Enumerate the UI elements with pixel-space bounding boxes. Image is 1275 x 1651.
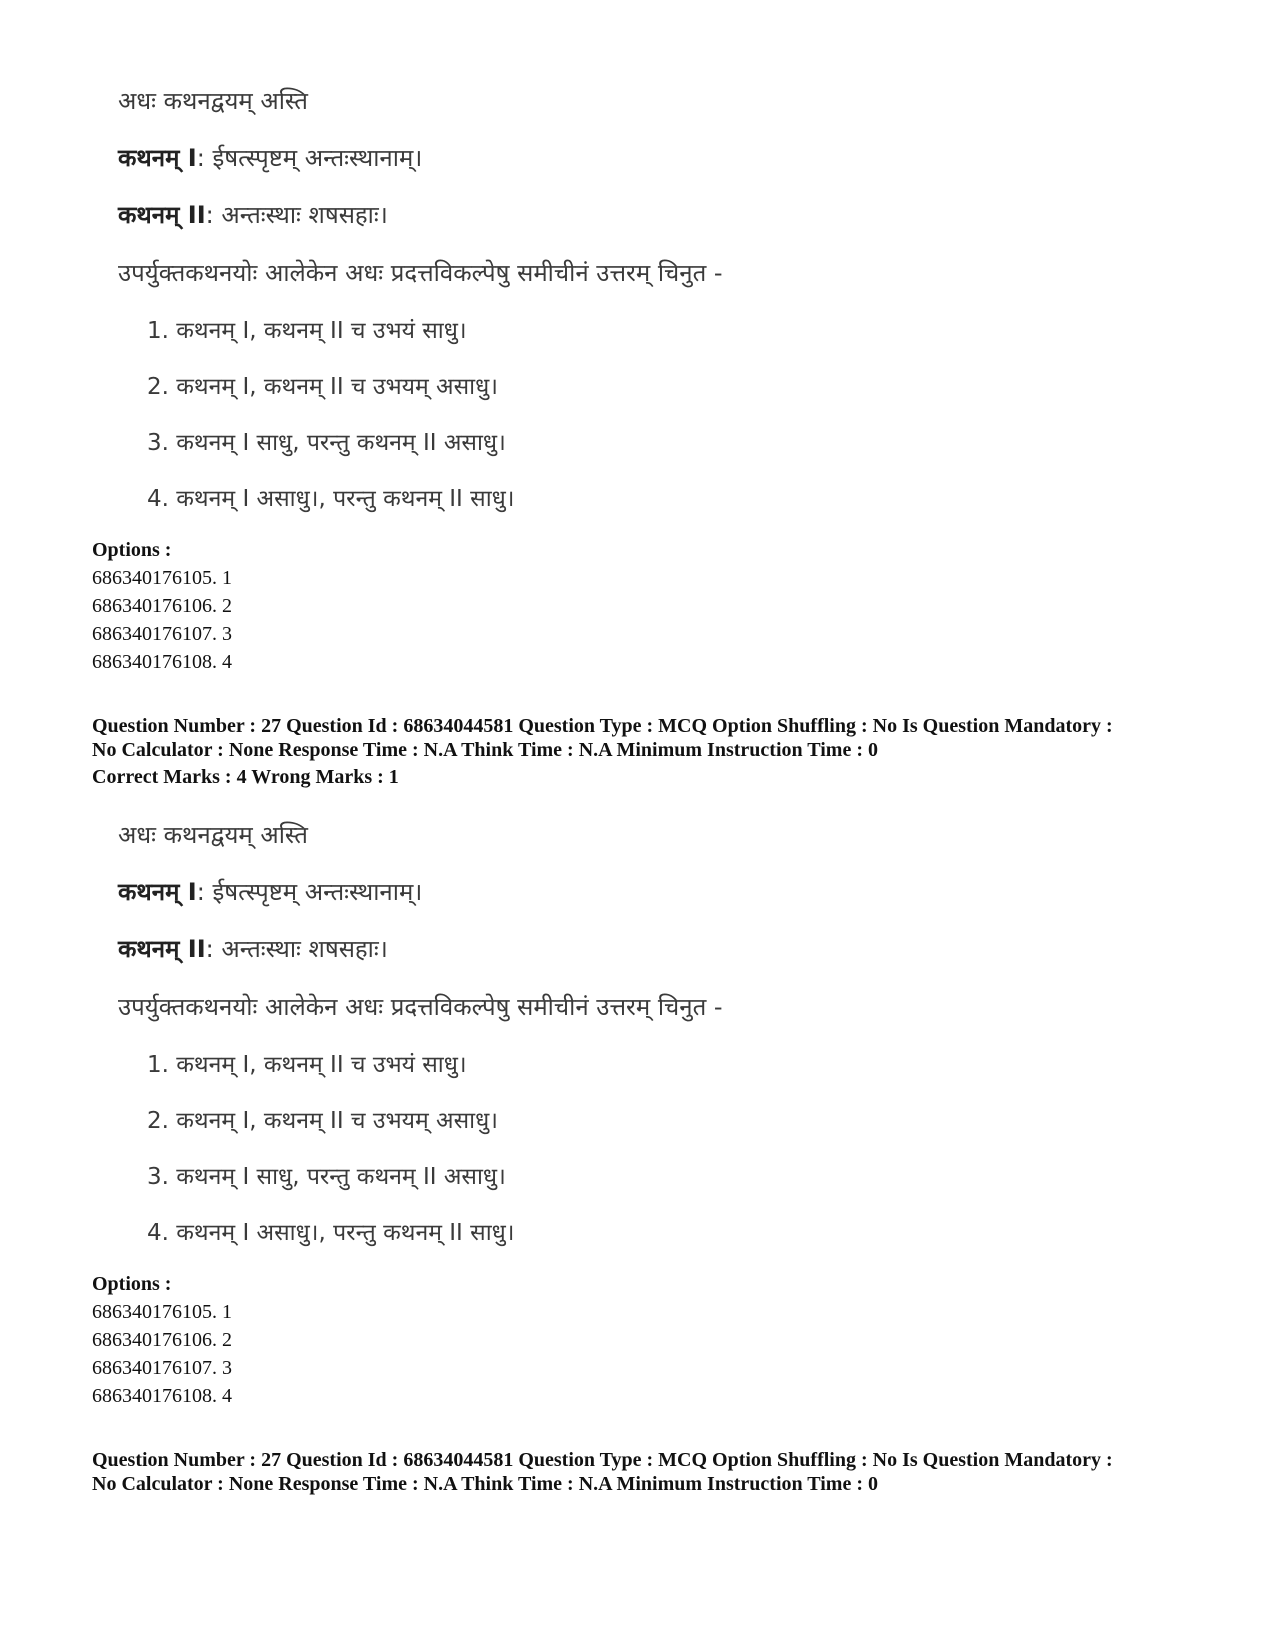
statement-1-text: : ईषत्स्पृष्टम् अन्तःस्थानाम्। bbox=[196, 144, 423, 172]
statement-2-text: : अन्तःस्थाः शषसहाः। bbox=[205, 201, 388, 229]
statement-1-label: कथनम् I bbox=[118, 878, 197, 906]
statement-1-label: कथनम् I bbox=[118, 144, 197, 172]
question-intro: अधः कथनद्वयम् अस्ति bbox=[118, 87, 308, 115]
question-meta-line: No Calculator : None Response Time : N.A Think Time : N.A Minimum Instruction Time : 0 bbox=[92, 1473, 878, 1495]
question-meta-line: No Calculator : None Response Time : N.A Think Time : N.A Minimum Instruction Time : 0 bbox=[92, 739, 878, 761]
statement-2-text: : अन्तःस्थाः शषसहाः। bbox=[205, 935, 388, 963]
option-item: 686340176106. 2 bbox=[92, 595, 232, 617]
statement-2 bbox=[118, 198, 388, 231]
question-instruction: उपर्युक्तकथनयोः आलेकेन अधः प्रदत्तविकल्पेषु समीचीनं उत्तरम् चिनुत - bbox=[118, 993, 723, 1021]
choice-item: 1. कथनम् I, कथनम् II च उभयं साधु। bbox=[147, 318, 467, 344]
question-intro: अधः कथनद्वयम् अस्ति bbox=[118, 821, 308, 849]
question-meta-line: Question Number : 27 Question Id : 68634044581 Question Type : MCQ Option Shuffling : No Is Question Mandatory : bbox=[92, 1449, 1113, 1471]
statement-1-text: : ईषत्स्पृष्टम् अन्तःस्थानाम्। bbox=[196, 878, 423, 906]
statement-2 bbox=[118, 932, 388, 965]
choice-item: 1. कथनम् I, कथनम् II च उभयं साधु। bbox=[147, 1052, 467, 1078]
choice-item: 4. कथनम् I असाधु।, परन्तु कथनम् II साधु। bbox=[147, 1220, 515, 1246]
option-item: 686340176106. 2 bbox=[92, 1329, 232, 1351]
option-item: 686340176108. 4 bbox=[92, 1385, 232, 1407]
option-item: 686340176107. 3 bbox=[92, 623, 232, 645]
options-label: Options : bbox=[92, 1273, 172, 1295]
choice-item: 4. कथनम् I असाधु।, परन्तु कथनम् II साधु। bbox=[147, 486, 515, 512]
choice-item: 2. कथनम् I, कथनम् II च उभयम् असाधु। bbox=[147, 1108, 498, 1134]
marks-line: Correct Marks : 4 Wrong Marks : 1 bbox=[92, 766, 399, 788]
choice-item: 3. कथनम् I साधु, परन्तु कथनम् II असाधु। bbox=[147, 1164, 506, 1190]
choice-item: 3. कथनम् I साधु, परन्तु कथनम् II असाधु। bbox=[147, 430, 506, 456]
option-item: 686340176107. 3 bbox=[92, 1357, 232, 1379]
option-item: 686340176105. 1 bbox=[92, 567, 232, 589]
option-item: 686340176108. 4 bbox=[92, 651, 232, 673]
statement-1 bbox=[118, 141, 422, 174]
question-meta-line: Question Number : 27 Question Id : 68634044581 Question Type : MCQ Option Shuffling : No Is Question Mandatory : bbox=[92, 715, 1113, 737]
option-item: 686340176105. 1 bbox=[92, 1301, 232, 1323]
question-instruction: उपर्युक्तकथनयोः आलेकेन अधः प्रदत्तविकल्पेषु समीचीनं उत्तरम् चिनुत - bbox=[118, 259, 723, 287]
choice-item: 2. कथनम् I, कथनम् II च उभयम् असाधु। bbox=[147, 374, 498, 400]
statement-2-label: कथनम् II bbox=[118, 201, 206, 229]
options-label: Options : bbox=[92, 539, 172, 561]
statement-1 bbox=[118, 875, 422, 908]
statement-2-label: कथनम् II bbox=[118, 935, 206, 963]
